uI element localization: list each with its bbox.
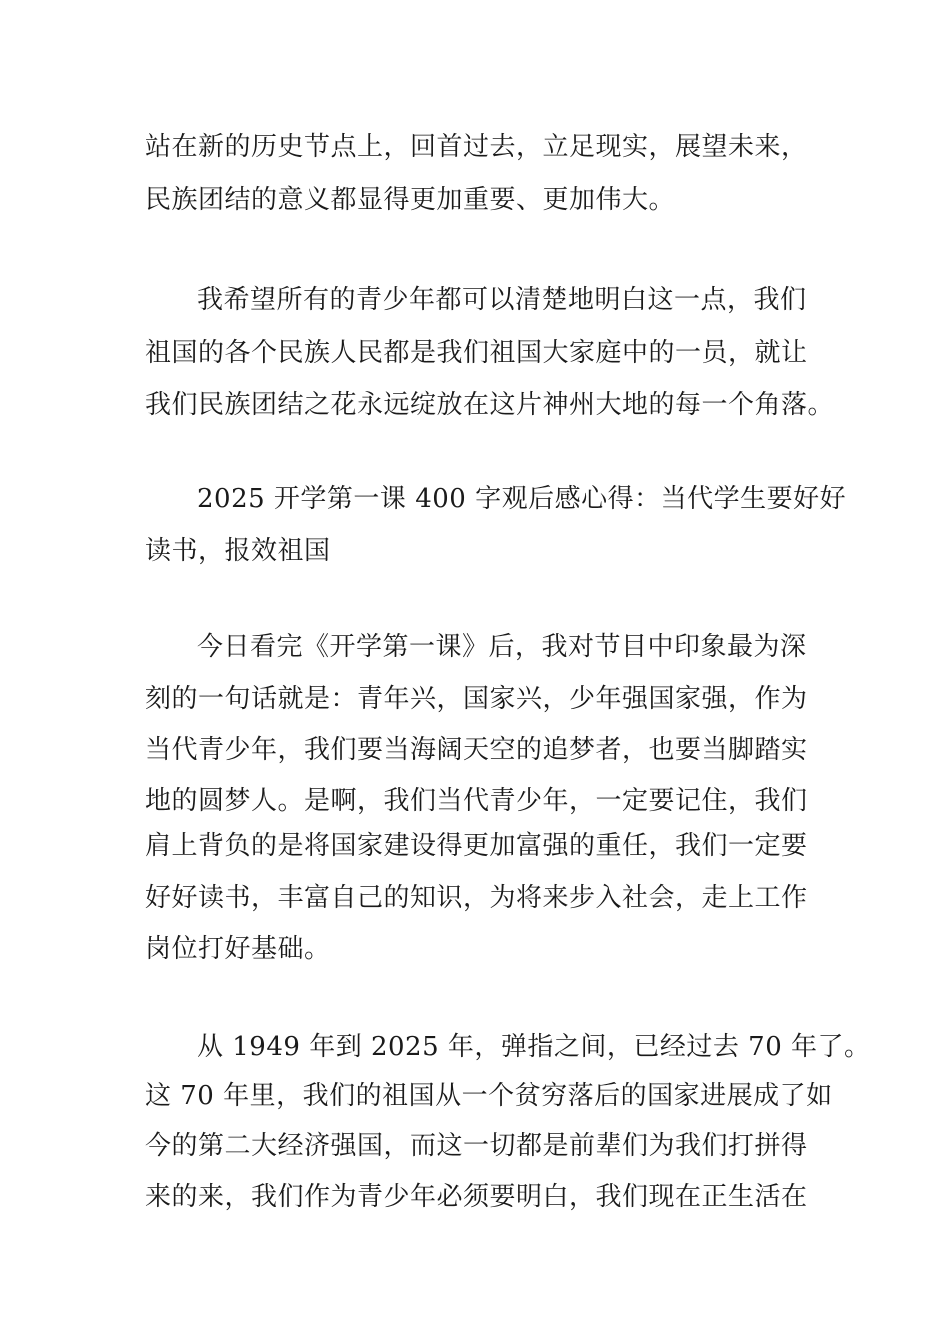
paragraph-2-line-1: 我希望所有的青少年都可以清楚地明白这一点，我们 — [197, 285, 807, 315]
paragraph-1-line-1: 站在新的历史节点上，回首过去，立足现实，展望未来， — [145, 132, 808, 162]
paragraph-4-line-4: 地的圆梦人。是啊，我们当代青少年，一定要记住，我们 — [145, 786, 808, 816]
paragraph-4-line-7: 岗位打好基础。 — [145, 934, 331, 964]
paragraph-4-line-6: 好好读书，丰富自己的知识，为将来步入社会，走上工作 — [145, 883, 808, 913]
paragraph-5-line-2: 这 70 年里，我们的祖国从一个贫穷落后的国家进展成了如 — [145, 1081, 833, 1111]
paragraph-2-line-3: 我们民族团结之花永远绽放在这片神州大地的每一个角落。 — [145, 390, 835, 420]
paragraph-4-line-1: 今日看完《开学第一课》后，我对节目中印象最为深 — [197, 632, 807, 662]
paragraph-5-line-1: 从 1949 年到 2025 年，弹指之间，已经过去 70 年了。 — [197, 1032, 871, 1062]
paragraph-1-line-2: 民族团结的意义都显得更加重要、更加伟大。 — [145, 185, 676, 215]
paragraph-4-line-3: 当代青少年，我们要当海阔天空的追梦者，也要当脚踏实 — [145, 735, 808, 765]
paragraph-5-line-3: 今的第二大经济强国，而这一切都是前辈们为我们打拼得 — [145, 1131, 808, 1161]
paragraph-2-line-2: 祖国的各个民族人民都是我们祖国大家庭中的一员，就让 — [145, 338, 808, 368]
section-heading-line-2: 读书，报效祖国 — [145, 536, 331, 566]
paragraph-4-line-5: 肩上背负的是将国家建设得更加富强的重任，我们一定要 — [145, 831, 808, 861]
paragraph-5-line-4: 来的来，我们作为青少年必须要明白，我们现在正生活在 — [145, 1182, 808, 1212]
paragraph-4-line-2: 刻的一句话就是：青年兴，国家兴，少年强国家强，作为 — [145, 684, 808, 714]
section-heading-line-1: 2025 开学第一课 400 字观后感心得：当代学生要好好 — [197, 484, 847, 514]
